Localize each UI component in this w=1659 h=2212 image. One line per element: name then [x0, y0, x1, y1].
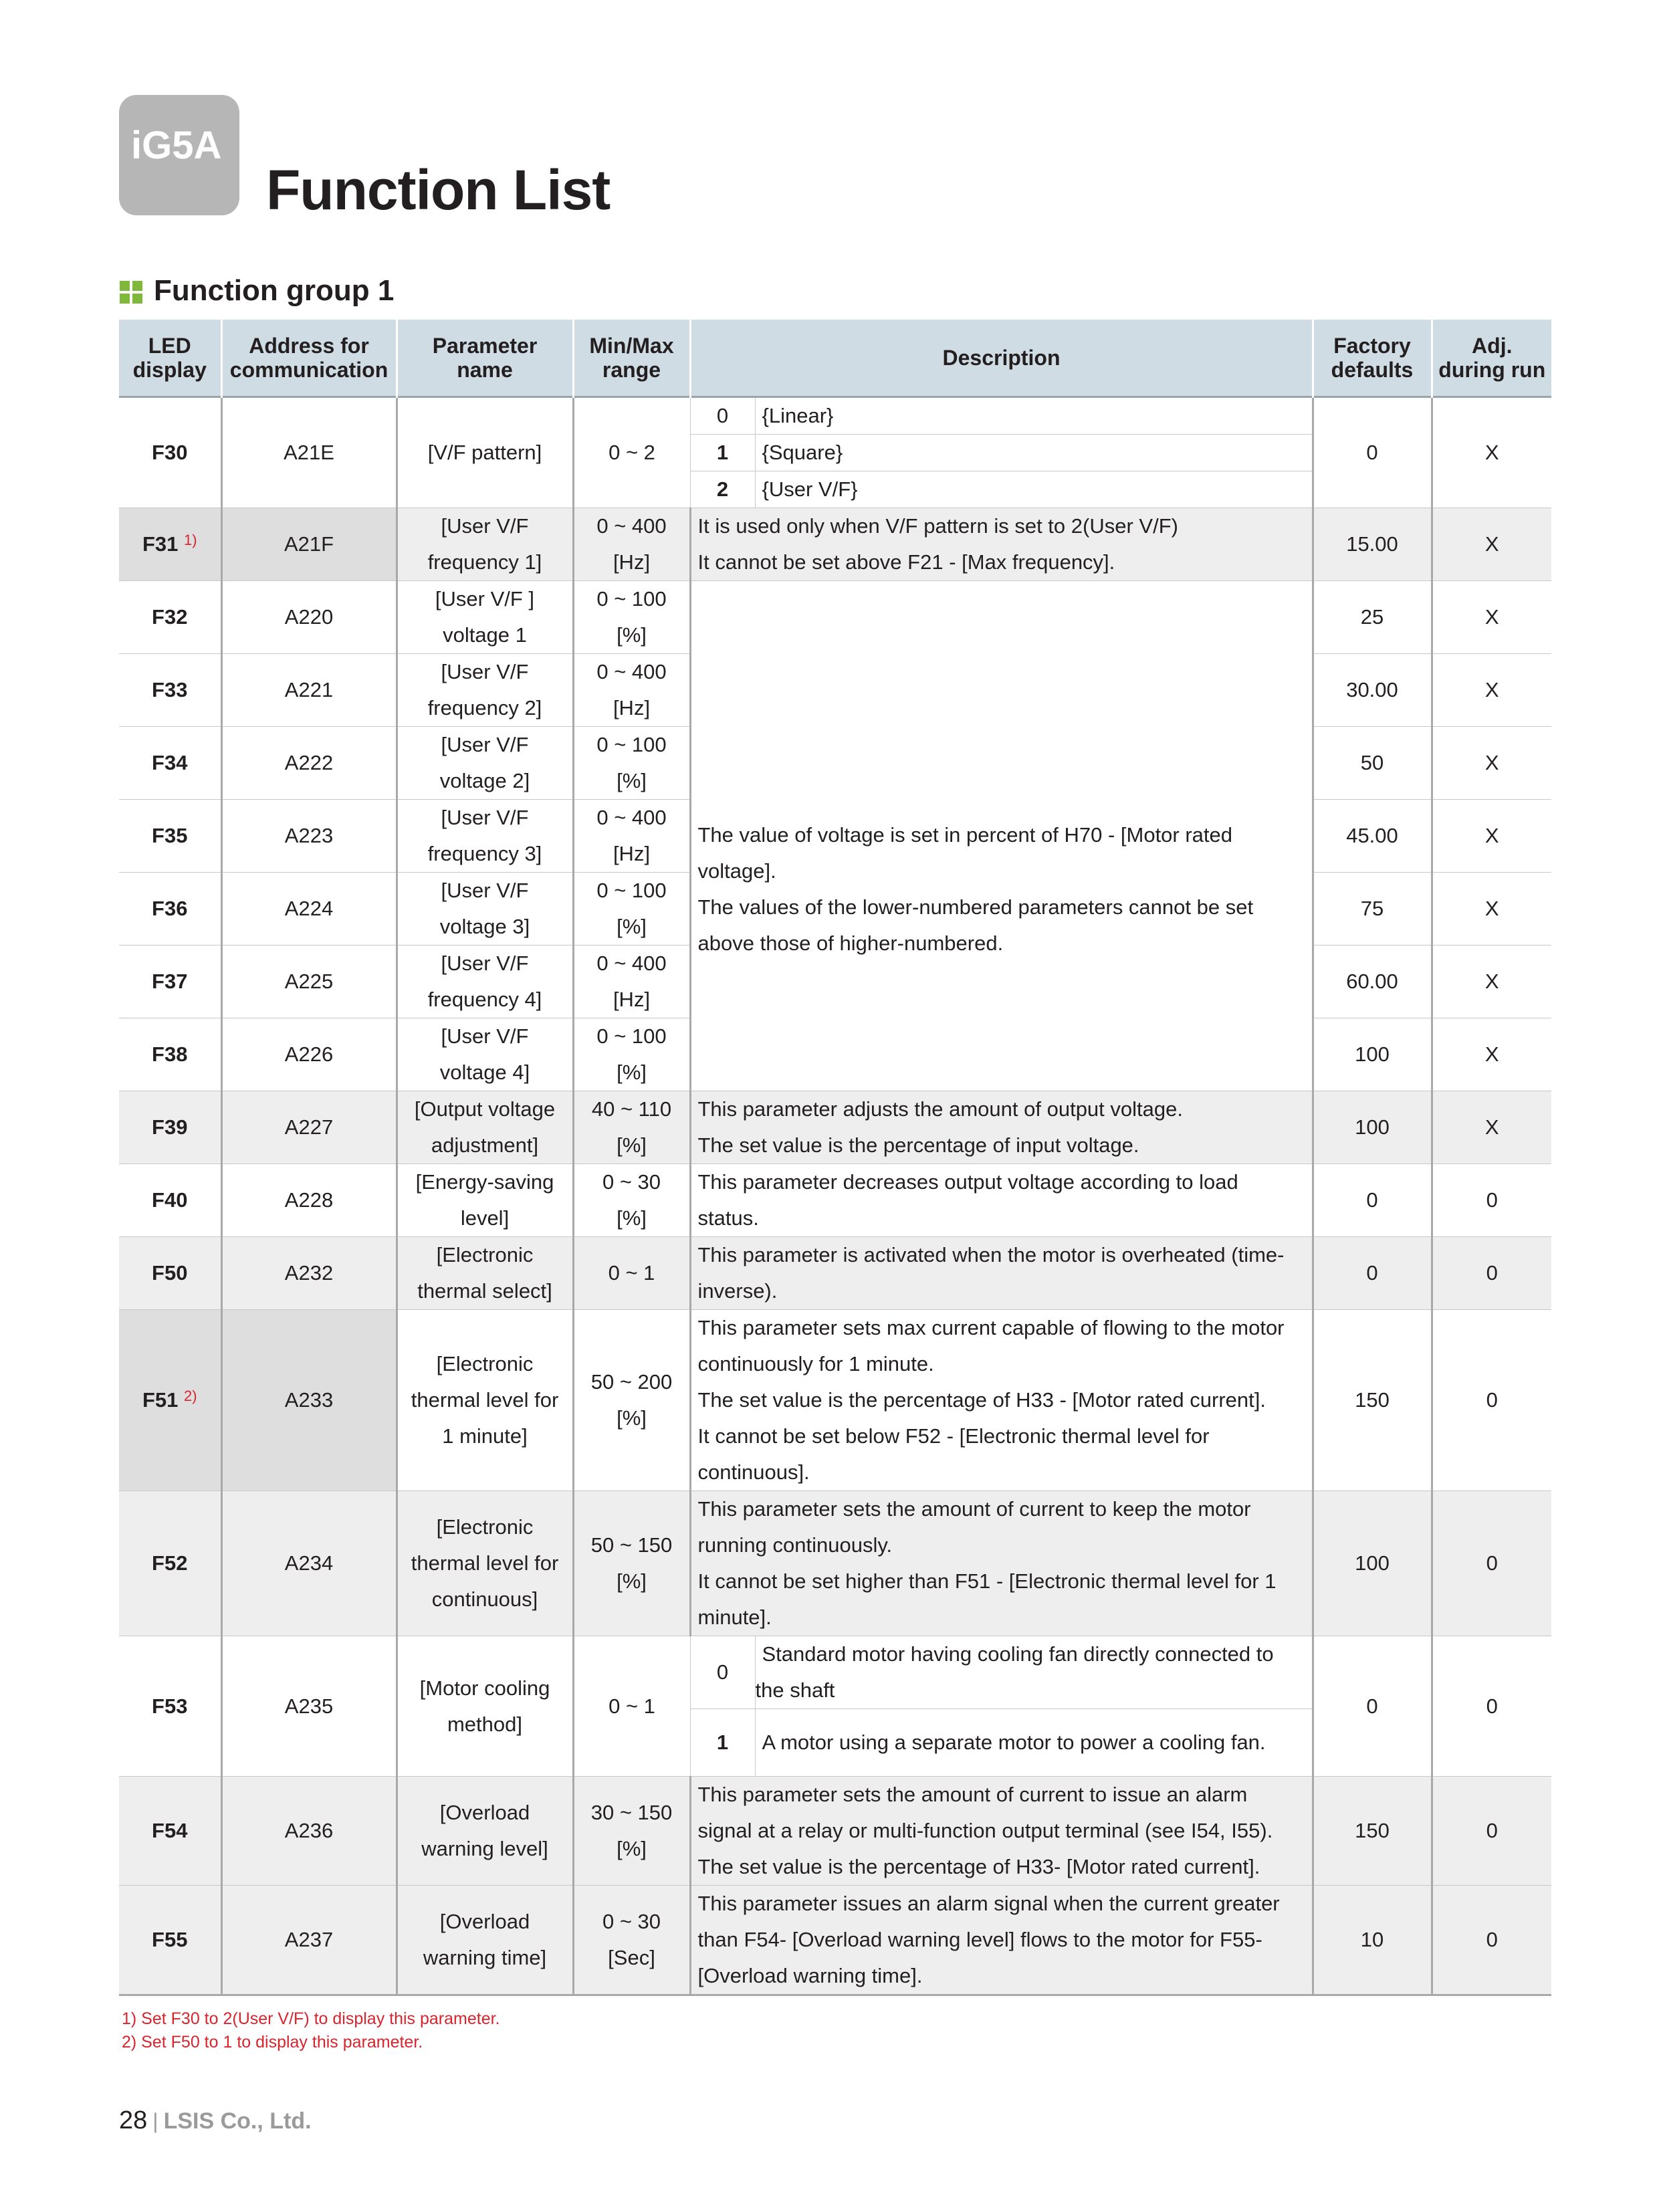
- table-row: F51 $^{2)}$ A233 [Electronic thermal level for 1 minute] 50 ~ 200 [%] This parameter sets max current capable of flowing to the motor continuously for 1 minute. The set value is the percentage of H33 - [Motor rated current]. It cannot be set below F52 - [Electronic thermal level for continuous]. 150 0: [119, 1310, 1551, 1491]
- table-row: 1 {Square}: [119, 435, 1551, 471]
- header-adj: Adj. during run: [1432, 320, 1551, 397]
- table-row: F31 $^{1)}$ A21F [User V/F frequency 1] 0 ~ 400 [Hz] It is used only when V/F pattern is set to 2(User V/F) It cannot be set above F21 - [Max frequency]. 15.00 X: [119, 508, 1551, 581]
- header-address: Address for communication: [221, 320, 397, 397]
- function-table: [119, 320, 1551, 1996]
- table-header: [119, 320, 1551, 397]
- table-row: F32 A220 [User V/F ] voltage 1 0 ~ 100 [%] The value of voltage is set in percent of H70 - [Motor rated voltage]. The values of the lower-numbered parameters cannot be set above those of higher-numbered. 25 X: [119, 581, 1551, 654]
- product-badge: [119, 95, 239, 215]
- table-row: F50 A232 [Electronic thermal select] 0 ~ 1 This parameter is activated when the motor is overheated (time- inverse). 0 0: [119, 1237, 1551, 1310]
- footnote-marker: 2): [183, 1388, 197, 1404]
- table-row: 1 A motor using a separate motor to power a cooling fan.: [119, 1709, 1551, 1777]
- table-row: F54 A236 [Overload warning level] 30 ~ 150 [%] This parameter sets the amount of current to issue an alarm signal at a relay or multi-function output terminal (see I54, I55). The set value is the percentage of H33- [Motor rated current]. 150 0: [119, 1777, 1551, 1886]
- table-row: F40 A228 [Energy-saving level] 0 ~ 30 [%] This parameter decreases output voltage according to load status. 0 0: [119, 1164, 1551, 1237]
- page-title: Function List: [266, 158, 611, 221]
- section-title: Function group 1: [154, 274, 395, 307]
- table-row: F37 A225 [User V/F frequency 4] 0 ~ 400 [Hz] 60.00 X: [119, 946, 1551, 1018]
- grid-icon: [120, 281, 144, 305]
- header-description: Description: [690, 320, 1313, 397]
- table-row: F39 A227 [Output voltage adjustment] 40 ~ 110 [%] This parameter adjusts the amount of output voltage. The set value is the percentage of input voltage. 100 X: [119, 1091, 1551, 1164]
- badge-label: iG5A: [131, 124, 222, 167]
- footnote-marker: 1): [183, 532, 197, 548]
- divider: |: [152, 2109, 158, 2133]
- table-row: F35 A223 [User V/F frequency 3] 0 ~ 400 [Hz] 45.00 X: [119, 800, 1551, 873]
- table-row: F55 A237 [Overload warning time] 0 ~ 30 [Sec] This parameter issues an alarm signal when the current greater than F54- [Overload warning level] flows to the motor for F55- [Overload warning time]. 10 0: [119, 1886, 1551, 1995]
- header-factory: Factory defaults: [1313, 320, 1432, 397]
- header-range: Min/Max range: [573, 320, 690, 397]
- table-row: F52 A234 [Electronic thermal level for continuous] 50 ~ 150 [%] This parameter sets the amount of current to keep the motor running continuously. It cannot be set higher than F51 - [Electronic thermal level for 1 minute]. 100 0: [119, 1491, 1551, 1636]
- page-footer: [119, 2106, 312, 2135]
- table-row: F53 A235 [Motor cooling method] 0 ~ 1 0 Standard motor having cooling fan directly connected to the shaft 0 0: [119, 1636, 1551, 1709]
- company-name: LSIS Co., Ltd.: [163, 2108, 312, 2134]
- user-vf-description: The value of voltage is set in percent of H70 - [Motor rated voltage]. The values of the lower-numbered parameters cannot be set above those of higher-numbered.: [690, 581, 1313, 1091]
- table-row: F36 A224 [User V/F voltage 3] 0 ~ 100 [%] 75 X: [119, 873, 1551, 946]
- footnote: 1) Set F30 to 2(User V/F) to display this parameter.: [122, 2009, 500, 2028]
- footnotes: [122, 2007, 500, 2054]
- table-row: 2 {User V/F}: [119, 471, 1551, 508]
- header-led: LED display: [119, 320, 221, 397]
- table-row: F34 A222 [User V/F voltage 2] 0 ~ 100 [%] 50 X: [119, 727, 1551, 800]
- page-number: 28: [119, 2106, 148, 2134]
- table-row: F33 A221 [User V/F frequency 2] 0 ~ 400 [Hz] 30.00 X: [119, 654, 1551, 727]
- table-row: F30 A21E [V/F pattern] 0 ~ 2 0 {Linear} 0 X: [119, 397, 1551, 435]
- table-row: F38 A226 [User V/F voltage 4] 0 ~ 100 [%] 100 X: [119, 1018, 1551, 1091]
- footnote: 2) Set F50 to 1 to display this parameter.: [122, 2033, 423, 2052]
- header-parameter: Parameter name: [397, 320, 573, 397]
